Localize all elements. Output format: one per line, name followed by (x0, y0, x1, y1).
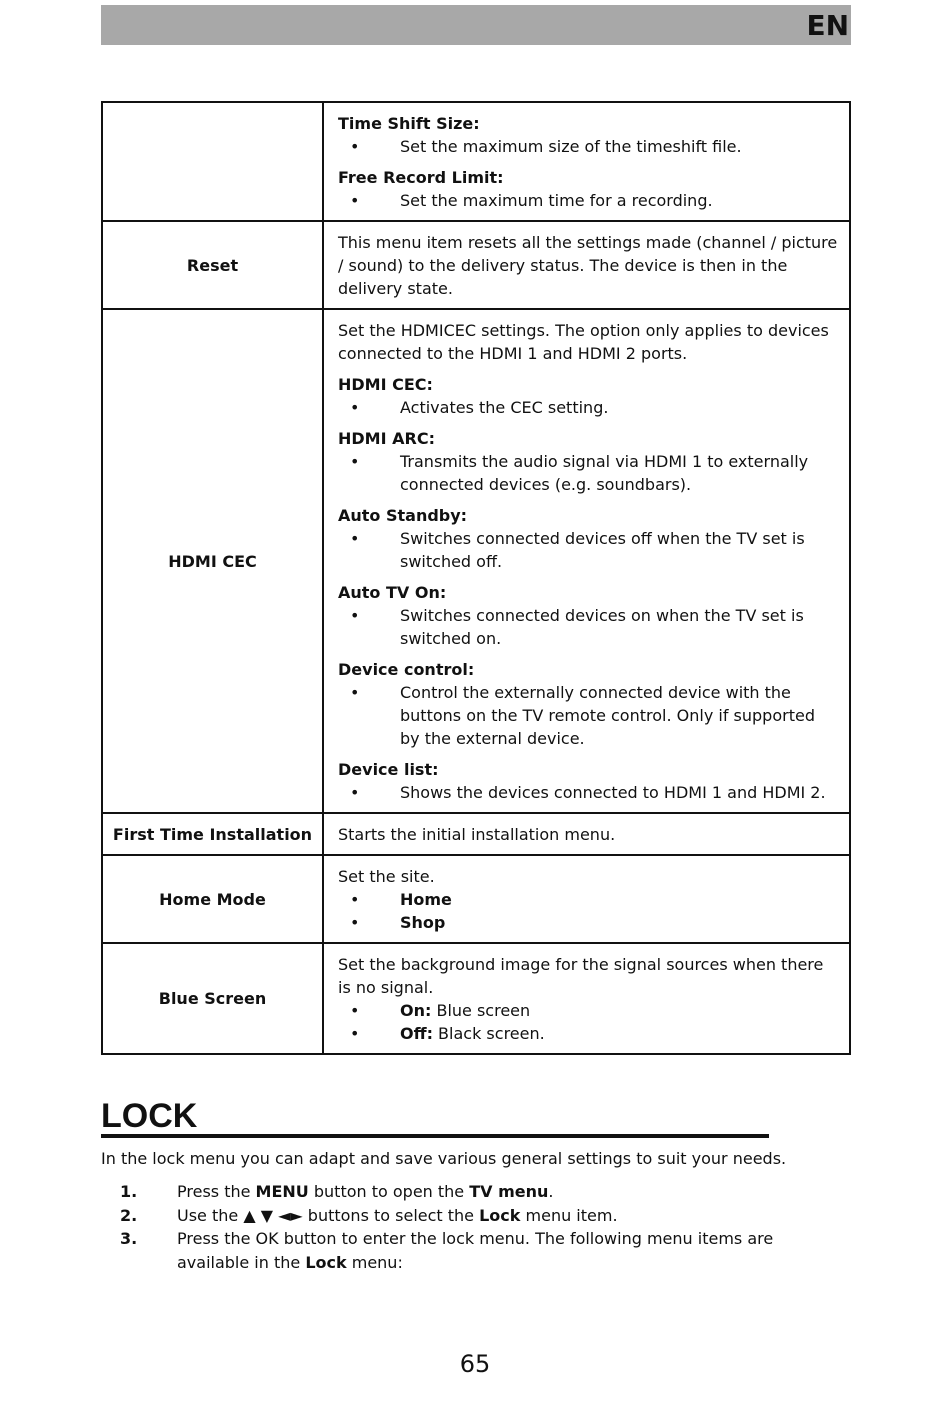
bullet-dot: • (350, 890, 360, 909)
step-number: 2. (120, 1205, 138, 1225)
table-row (102, 221, 850, 309)
page-number: 65 (459, 1350, 491, 1378)
step-number: 3. (120, 1229, 138, 1248)
option-key: Off: (400, 1024, 433, 1043)
option-value: Black screen. (432, 1024, 545, 1043)
setting-heading: Auto TV On: (338, 583, 447, 602)
bullet-text: Control the externally connected device with the buttons on the TV remote control. Only if supported by the external device. (400, 683, 815, 748)
bullet-dot: • (350, 913, 360, 932)
bullet-item (338, 527, 839, 573)
language-label: EN (806, 9, 849, 42)
table-row (102, 855, 850, 943)
table-row (102, 943, 850, 1054)
step-item (101, 1180, 846, 1204)
bullet-item (338, 1022, 839, 1045)
option-key: On: (400, 1001, 432, 1020)
bullet-dot: • (350, 1001, 360, 1020)
bullet-item (338, 604, 839, 650)
bullet-text: Activates the CEC setting. (400, 398, 609, 417)
bullet-dot: • (350, 606, 360, 625)
step-keyword: Lock (479, 1205, 521, 1225)
option-home: Home (400, 890, 452, 909)
table-row (102, 309, 850, 813)
bullet-item (338, 396, 839, 419)
step-item (101, 1204, 846, 1228)
bullet-text: Shows the devices connected to HDMI 1 and HDMI 2. (400, 783, 826, 802)
setting-heading: HDMI CEC: (338, 375, 433, 394)
bullet-dot: • (350, 783, 360, 802)
row-intro: Set the HDMICEC settings. The option only applies to devices connected to the HDMI 1 and HDMI 2 ports. (338, 321, 829, 363)
bullet-dot: • (350, 683, 360, 702)
settings-table (101, 101, 851, 1055)
setting-heading: Free Record Limit: (338, 168, 504, 187)
setting-heading: Device list: (338, 760, 439, 779)
setting-heading: Auto Standby: (338, 506, 468, 525)
bullet-item (338, 911, 839, 934)
row-text: Starts the initial installation menu. (338, 825, 616, 844)
row-description (323, 309, 850, 813)
step-text: Use the ▲ ▼ ◄► buttons to select the (177, 1205, 480, 1225)
row-text: This menu item resets all the settings made (channel / picture / sound) to the delivery status. The device is then in the delivery state. (338, 233, 838, 298)
section-intro: In the lock menu you can adapt and save various general settings to suit your needs. (101, 1149, 787, 1168)
step-keyword: MENU (255, 1182, 309, 1201)
row-description (323, 102, 850, 221)
step-number: 1. (120, 1182, 138, 1201)
step-keyword: Lock (305, 1252, 347, 1272)
row-label: Reset (102, 221, 323, 309)
setting-heading: Time Shift Size: (338, 114, 480, 133)
bullet-item (338, 888, 839, 911)
bullet-dot: • (350, 1024, 360, 1043)
bullet-dot: • (350, 137, 360, 156)
row-label: First Time Installation (102, 813, 323, 855)
bullet-text: Switches connected devices off when the TV set is switched off. (400, 529, 805, 571)
bullet-item (338, 189, 839, 212)
row-description (323, 813, 850, 855)
table-row (102, 102, 850, 221)
section-title: LOCK (101, 1096, 769, 1138)
row-label (102, 102, 323, 221)
row-label: Blue Screen (102, 943, 323, 1054)
bullet-item (338, 135, 839, 158)
table-row (102, 813, 850, 855)
step-text: menu item. (520, 1205, 618, 1225)
row-label: HDMI CEC (102, 309, 323, 813)
bullet-item (338, 999, 839, 1022)
step-text: Press the (177, 1182, 256, 1201)
step-text: . (548, 1182, 554, 1201)
step-text: Press the OK button to enter the lock menu. The following menu items are available in the (177, 1229, 774, 1272)
bullet-text: Switches connected devices on when the TV set is switched on. (400, 606, 804, 648)
bullet-dot: • (350, 398, 360, 417)
step-text: button to open the (308, 1182, 470, 1201)
step-keyword: TV menu (469, 1182, 549, 1201)
bullet-item (338, 450, 839, 496)
row-intro: Set the background image for the signal sources when there is no signal. (338, 955, 824, 997)
setting-heading: Device control: (338, 660, 475, 679)
bullet-dot: • (350, 191, 360, 210)
bullet-item (338, 781, 839, 804)
bullet-text: Set the maximum size of the timeshift file. (400, 137, 742, 156)
bullet-text: Transmits the audio signal via HDMI 1 to externally connected devices (e.g. soundbars). (400, 452, 809, 494)
row-label: Home Mode (102, 855, 323, 943)
row-intro: Set the site. (338, 867, 435, 886)
steps-list (101, 1180, 846, 1274)
bullet-item (338, 681, 839, 750)
step-text: menu: (346, 1252, 403, 1272)
bullet-dot: • (350, 452, 360, 471)
option-shop: Shop (400, 913, 446, 932)
option-value: Blue screen (431, 1001, 531, 1020)
bullet-dot: • (350, 529, 360, 548)
row-description (323, 943, 850, 1054)
setting-heading: HDMI ARC: (338, 429, 435, 448)
bullet-text: Set the maximum time for a recording. (400, 191, 713, 210)
row-description (323, 855, 850, 943)
row-description (323, 221, 850, 309)
step-item (101, 1227, 846, 1274)
header-bar (101, 5, 851, 45)
